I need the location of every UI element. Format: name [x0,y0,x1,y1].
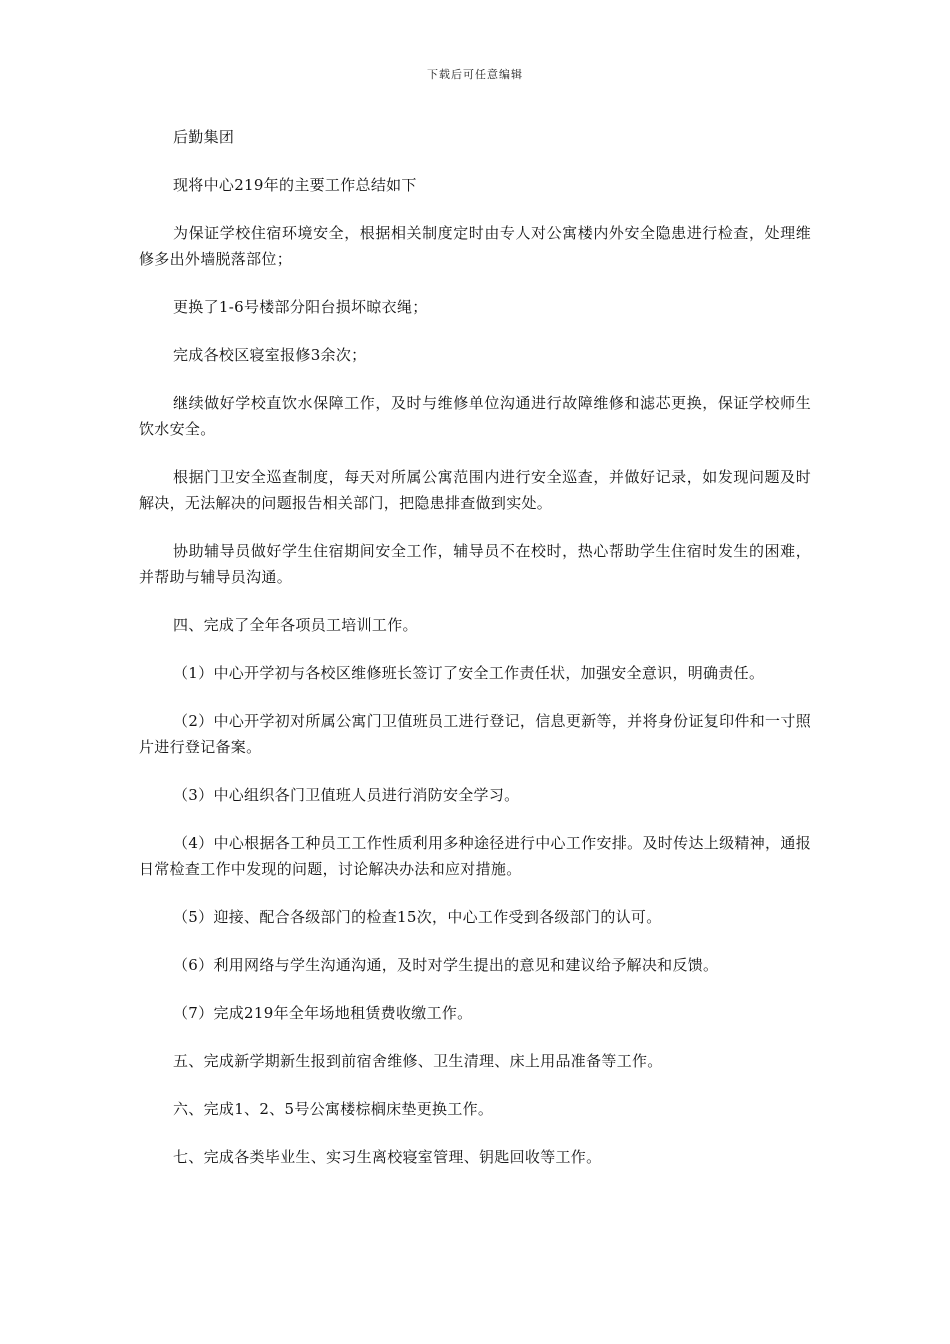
list-item: （1）中心开学初与各校区维修班长签订了安全工作责任状，加强安全意识，明确责任。 [173,664,765,682]
section-heading: 六、完成1、2、5号公寓楼棕榈床垫更换工作。 [173,1100,494,1118]
list-item: （2）中心开学初对所属公寓门卫值班员工进行登记，信息更新等，并将身份证复印件和一寸照片进行登记备案。 [139,712,811,756]
list-item: （6）利用网络与学生沟通沟通，及时对学生提出的意见和建议给予解决和反馈。 [173,956,719,974]
section-heading: 五、完成新学期新生报到前宿舍维修、卫生清理、床上用品准备等工作。 [173,1052,663,1070]
list-item: （4）中心根据各工种员工工作性质利用多种途径进行中心工作安排。及时传达上级精神，通报日常检查工作中发现的问题，讨论解决办法和应对措施。 [139,834,811,878]
paragraph: 继续做好学校直饮水保障工作，及时与维修单位沟通进行故障维修和滤芯更换，保证学校师生饮水安全。 [139,394,811,438]
header-note: 下载后可任意编辑 [427,68,523,81]
document-body [139,124,811,1192]
section-heading: 七、完成各类毕业生、实习生离校寝室管理、钥匙回收等工作。 [173,1148,602,1166]
list-item: （5）迎接、配合各级部门的检查15次，中心工作受到各级部门的认可。 [173,908,662,926]
section-heading: 四、完成了全年各项员工培训工作。 [173,616,418,634]
list-item: （7）完成219年全年场地租赁费收缴工作。 [173,1004,473,1022]
paragraph: 后勤集团 [173,128,235,146]
paragraph: 为保证学校住宿环境安全，根据相关制度定时由专人对公寓楼内外安全隐患进行检查，处理维修多出外墙脱落部位； [139,224,811,268]
paragraph: 现将中心219年的主要工作总结如下 [173,176,417,194]
paragraph: 完成各校区寝室报修3余次； [173,346,367,364]
paragraph: 根据门卫安全巡查制度，每天对所属公寓范围内进行安全巡查，并做好记录，如发现问题及时解决，无法解决的问题报告相关部门，把隐患排查做到实处。 [139,468,811,512]
paragraph: 协助辅导员做好学生住宿期间安全工作，辅导员不在校时，热心帮助学生住宿时发生的困难，并帮助与辅导员沟通。 [139,542,811,586]
paragraph: 更换了1-6号楼部分阳台损坏晾衣绳； [173,298,428,316]
list-item: （3）中心组织各门卫值班人员进行消防安全学习。 [173,786,520,804]
